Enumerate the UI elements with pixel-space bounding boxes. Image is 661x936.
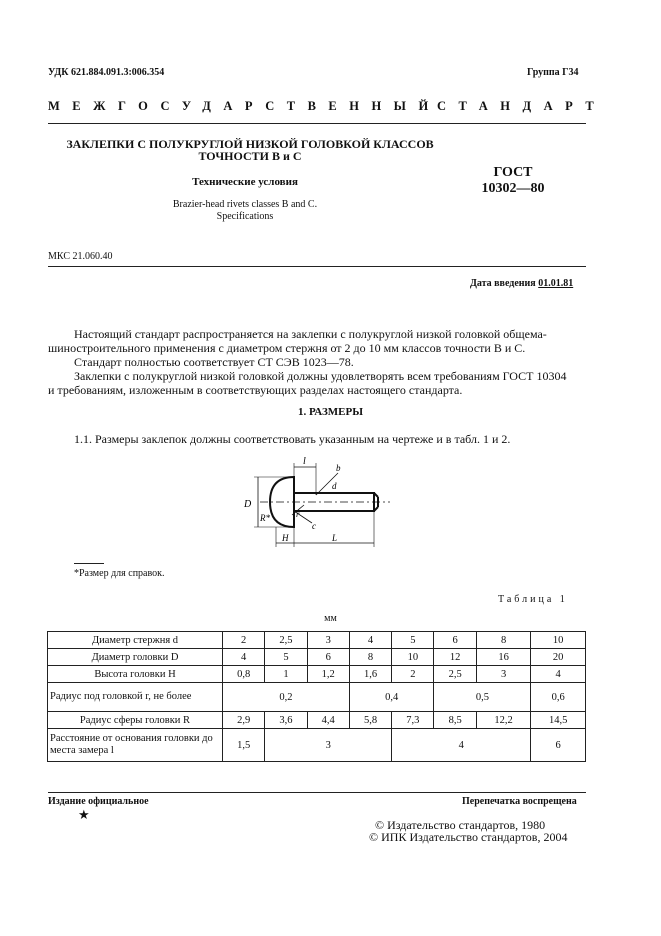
english-title-1: Brazier-head rivets classes B and C. [172,199,318,210]
udk-code: УДК 621.884.091.3:006.354 [48,67,165,78]
cell-D: 4 [223,649,265,666]
cell-d: 2,5 [265,632,307,649]
copyright-1980: © Издательство стандартов, 1980 [375,818,546,832]
para2: Стандарт полностью соответствует СТ СЭВ 1023—78. [74,355,354,369]
label-H: H [282,533,289,543]
cell-l: 3 [265,729,392,762]
title-line1: ЗАКЛЕПКИ С ПОЛУКРУГЛОЙ НИЗКОЙ ГОЛОВКОЙ КЛАССОВ [66,137,434,151]
intro-date-value: 01.01.81 [538,278,574,289]
cell-D: 16 [476,649,531,666]
label-L: L [332,533,338,543]
group-code: Группа Г34 [527,67,579,78]
cell-R: 8,5 [434,712,476,729]
cell-d: 10 [531,632,586,649]
cell-d: 4 [349,632,391,649]
rivet-drawing [230,455,400,555]
footnote-rule [74,563,104,564]
cell-l: 6 [531,729,586,762]
label-l-top: l [303,456,306,467]
row-label-r: Радиус под головкой r, не более [48,683,223,712]
row-label-l: Расстояние от основания головки до места замера l [48,729,223,762]
cell-H: 2,5 [434,666,476,683]
table-1 [47,631,586,762]
banner-left: МЕЖГОСУДАРСТВЕННЫЙ [48,99,441,113]
cell-d: 8 [476,632,531,649]
row-label-H: Высота головки H [48,666,223,683]
row-label-d: Диаметр стержня d [48,632,223,649]
label-b: b [336,463,341,473]
label-r: r [296,509,300,519]
cell-H: 1,6 [349,666,391,683]
para3-line2: и требованиям, изложенным в соответствующих разделах настоящего стандарта. [48,383,463,397]
english-title-2: Specifications [216,211,274,222]
table-row-R [48,712,586,729]
cell-r: 0,5 [434,683,531,712]
subtitle: Технические условия [192,176,298,188]
intro-date [470,278,573,289]
row-label-R: Радиус сферы головки R [48,712,223,729]
cell-H: 1,2 [307,666,349,683]
cell-H: 2 [392,666,434,683]
cell-D: 10 [392,649,434,666]
table-row-H [48,666,586,683]
cell-R: 2,9 [223,712,265,729]
cell-d: 6 [434,632,476,649]
clause-1-1: 1.1. Размеры заклепок должны соответствовать указанным на чертеже и в табл. 1 и 2. [74,432,511,446]
mks-rule [48,266,586,267]
cell-H: 3 [476,666,531,683]
table-row-d [48,632,586,649]
table-row-r [48,683,586,712]
gost-label: ГОСТ [493,165,533,180]
mks-code: МКС 21.060.40 [48,251,113,262]
header-rule [48,123,586,124]
table-row-l [48,729,586,762]
cell-d: 2 [223,632,265,649]
intro-date-label: Дата введения [470,278,536,289]
cell-D: 8 [349,649,391,666]
cell-D: 5 [265,649,307,666]
cell-R: 14,5 [531,712,586,729]
cell-r: 0,4 [349,683,434,712]
cell-D: 12 [434,649,476,666]
footnote: *Размер для справок. [74,568,165,579]
cell-l: 1,5 [223,729,265,762]
cell-H: 4 [531,666,586,683]
section-title: 1. РАЗМЕРЫ [297,406,364,418]
cell-R: 5,8 [349,712,391,729]
reprint-notice: Перепечатка воспрещена [462,796,577,807]
gost-number: 10302—80 [481,181,545,196]
official-edition: Издание официальное [48,796,149,807]
label-c: c [312,521,316,531]
label-d: d [332,481,337,491]
cell-D: 20 [531,649,586,666]
row-label-D: Диаметр головки D [48,649,223,666]
para1-line2: шиностроительного применения с диаметром стержня от 2 до 10 мм классов точности В и С. [48,341,526,355]
cell-H: 0,8 [223,666,265,683]
title-line2: ТОЧНОСТИ В и С [198,149,302,163]
cell-R: 12,2 [476,712,531,729]
para1-line1: Настоящий стандарт распространяется на заклепки с полукруглой низкой головкой общема- [74,327,547,341]
table-unit: мм [324,613,337,624]
footer-rule [48,792,586,793]
label-R: R* [260,513,270,523]
table-row-D [48,649,586,666]
para3-line1: Заклепки с полукруглой низкой головкой должны удовлетворять всем требованиям ГОСТ 10304 [74,369,567,383]
star-icon: ★ [78,807,90,822]
cell-l: 4 [392,729,531,762]
copyright-2004: © ИПК Издательство стандартов, 2004 [369,830,568,844]
table-caption: Таблица 1 [498,594,568,605]
cell-R: 3,6 [265,712,307,729]
cell-r: 0,6 [531,683,586,712]
banner-right: СТАНДАРТ [437,99,607,113]
cell-d: 3 [307,632,349,649]
cell-D: 6 [307,649,349,666]
cell-H: 1 [265,666,307,683]
cell-r: 0,2 [223,683,350,712]
cell-R: 7,3 [392,712,434,729]
cell-d: 5 [392,632,434,649]
cell-R: 4,4 [307,712,349,729]
label-D: D [244,499,252,510]
